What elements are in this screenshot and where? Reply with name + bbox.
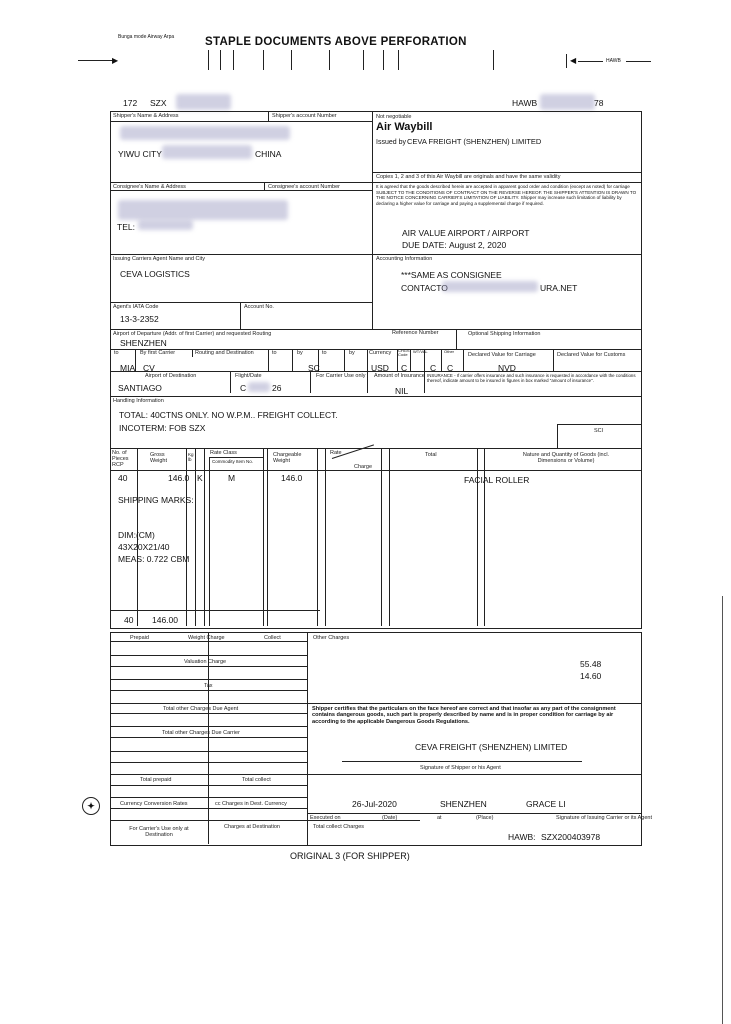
- arrow-left-icon: ◀: [570, 56, 577, 65]
- rate-class-header: Rate Class: [210, 450, 237, 456]
- tax-label: Tax: [204, 683, 213, 689]
- gross-weight: 146.0: [168, 473, 190, 483]
- routing-dest-label: Routing and Destination: [195, 350, 254, 356]
- total-collect-charges-label: Total collect Charges: [313, 824, 365, 830]
- shipper-country: CHINA: [255, 149, 282, 159]
- copies-note: Copies 1, 2 and 3 of this Air Waybill are originals and have the same validity: [376, 174, 561, 180]
- cc-dest-label: cc Charges in Dest. Currency: [215, 801, 287, 807]
- accounting-line2-tail: URA.NET: [540, 283, 578, 293]
- insurance-note: INSURANCE - If carrier offers insurance and such insurance is requested in accordance with the conditions thereof, indicate amount to be insured in figures in box marked "amount of insurance".: [427, 373, 636, 384]
- routing-to3-label: to: [322, 350, 327, 356]
- due-date-label: DUE DATE:: [402, 240, 447, 250]
- accounting-line1: ***SAME AS CONSIGNEE: [401, 270, 502, 280]
- place-label: (Place): [476, 815, 494, 821]
- charge-header: Charge: [354, 464, 373, 470]
- wtval-label: WT/VAL: [413, 349, 428, 354]
- original-copy-label: ORIGINAL 3 (FOR SHIPPER): [290, 851, 410, 861]
- shipper-city: YIWU CITY: [118, 149, 162, 159]
- chargeable-weight: 146.0: [281, 473, 303, 483]
- dim-line2: 43X20X21/40: [118, 542, 170, 552]
- routing-carrier-right: SC: [308, 363, 320, 373]
- total-gross: 146.00: [152, 615, 178, 625]
- gross-header: Gross Weight: [150, 452, 168, 464]
- flight-prefix: C: [240, 383, 247, 393]
- currency: USD: [371, 363, 389, 373]
- iata-label: Agent's IATA Code: [113, 304, 159, 310]
- charges-dest-label: Charges at Destination: [224, 824, 280, 830]
- pieces-header: No. of Pieces RCP: [112, 450, 129, 468]
- hawb-footer-number: SZX200403978: [541, 832, 601, 842]
- insurance-label: Amount of Insurance: [374, 373, 425, 379]
- conditions-text: It is agreed that the goods described herein are accepted in apparent good order and condition (except as noted) for carriage SUBJECT TO THE CONDITIONS OF CONTRACT ON THE REVERSE HEREOF. THE SHIPPER'S ATTENTION IS DRAWN TO THE NOTICE CONCERNING CARRIER'S LIMITATION OF LIABILITY. Shipper may increase such limitation of liability by declaring a higher value for carriage and paying a supplemental charge if required.: [376, 184, 637, 206]
- total-prepaid-label: Total prepaid: [140, 777, 172, 783]
- handling-label: Handling Information: [113, 398, 164, 404]
- flight-date: 26: [272, 383, 282, 393]
- routing-to1: MIA: [120, 363, 136, 373]
- air-waybill-title: Air Waybill: [376, 121, 433, 133]
- chargeable-header: Chargeable Weight: [273, 452, 302, 464]
- destination-airport: SANTIAGO: [118, 383, 162, 393]
- awb-prefix: 172: [123, 98, 138, 108]
- hawb-footer-label: HAWB:: [508, 832, 536, 842]
- consignee-tel-label: TEL:: [117, 222, 135, 232]
- prepaid-label: Prepaid: [130, 635, 149, 641]
- pieces: 40: [118, 473, 128, 483]
- other-label: Other: [444, 349, 455, 354]
- flight-label: Flight/Date: [235, 373, 262, 379]
- routing-to-label: to: [114, 350, 119, 356]
- commodity-header: Commodity Item No.: [212, 459, 254, 464]
- conversion-label: Currency Conversion Rates: [120, 801, 188, 807]
- other-charges-label: Other Charges: [313, 635, 350, 641]
- not-negotiable: Not negotiable: [376, 114, 412, 120]
- issued-by-label: Issued by: [376, 139, 406, 146]
- weight-charge-label: Weight Charge: [188, 635, 225, 641]
- sci-label: SCI: [594, 428, 604, 434]
- routing-carrier1: CV: [143, 363, 155, 373]
- collect-label: Collect: [264, 635, 281, 641]
- optional-info-label: Optional Shipping Information: [468, 331, 541, 337]
- routing-to2-label: to: [272, 350, 277, 356]
- agent-account-label: Account No.: [244, 304, 274, 310]
- hawb-arrow-label: HAWB: [606, 58, 621, 64]
- shipper-label: Shipper's Name & Address: [113, 113, 179, 119]
- service-level: AIR VALUE AIRPORT / AIRPORT: [402, 228, 530, 238]
- currency-label: Currency: [369, 350, 392, 356]
- total-collect-label: Total collect: [242, 777, 271, 783]
- awb-hawb-suffix: 78: [594, 98, 604, 108]
- other-code: C: [447, 363, 454, 373]
- execution-place: SHENZHEN: [440, 799, 487, 809]
- weight-unit: K: [197, 473, 203, 483]
- chgs-code: C: [401, 363, 408, 373]
- awb-origin-code: SZX: [150, 98, 167, 108]
- dest-label: Airport of Destination: [145, 373, 197, 379]
- issued-by: CEVA FREIGHT (SHENZHEN) LIMITED: [407, 137, 542, 146]
- wtval-code: C: [430, 363, 437, 373]
- dv-customs-label: Declared Value for Customs: [557, 352, 626, 358]
- header-small-note: Bunga mode Airway Arpa: [118, 34, 175, 40]
- at-label: at: [437, 815, 442, 821]
- carrier-use-label: For Carrier Use only: [316, 373, 366, 379]
- goods-nature: FACIAL ROLLER: [464, 475, 530, 485]
- insurance-amount: NIL: [395, 386, 409, 396]
- execution-date: 26-Jul-2020: [352, 799, 397, 809]
- staple-title: STAPLE DOCUMENTS ABOVE PERFORATION: [205, 36, 467, 48]
- consignee-account-label: Consignee's account Number: [268, 184, 340, 190]
- iata-code: 13-3-2352: [120, 314, 159, 324]
- other-carrier-label: Total other Charges Due Carrier: [162, 730, 240, 736]
- kg-header: Kg lb: [188, 452, 194, 462]
- due-date: August 2, 2020: [449, 240, 507, 250]
- rate-class: M: [228, 473, 236, 483]
- rate-header: Rate: [330, 450, 342, 456]
- iata-seal-icon: ✦: [82, 797, 100, 815]
- executed-label: Executed on: [310, 815, 341, 821]
- dim-line3: MEAS: 0.722 CBM: [118, 554, 190, 564]
- first-carrier-label: By first Carrier: [140, 350, 176, 356]
- routing-by-label: by: [297, 350, 303, 356]
- accounting-label: Accounting Information: [376, 256, 433, 262]
- agent-name: CEVA LOGISTICS: [120, 269, 190, 279]
- departure-label: Airport of Departure (Addr. of first Carrier) and requested Routing: [113, 331, 272, 337]
- shipper-signature-label: Signature of Shipper or his Agent: [420, 765, 501, 771]
- awb-hawb-label: HAWB: [512, 98, 538, 108]
- total-pieces: 40: [124, 615, 134, 625]
- signer-name: GRACE LI: [526, 799, 566, 809]
- accounting-line2: CONTACTO: [401, 283, 448, 293]
- departure-airport: SHENZHEN: [120, 338, 167, 348]
- handling-line2: INCOTERM: FOB SZX: [119, 423, 206, 433]
- reference-label: Reference Number: [392, 330, 439, 336]
- arrow-right-icon: ▶: [112, 56, 119, 65]
- shipper-account-label: Shipper's account Number: [272, 113, 337, 119]
- other-charge-2: 14.60: [580, 671, 602, 681]
- date-label: (Date): [382, 815, 398, 821]
- carrier-dest-label: For Carrier's Use only at Destination: [129, 826, 189, 838]
- handling-line1: TOTAL: 40CTNS ONLY. NO W.P.M.. FREIGHT COLLECT.: [119, 410, 338, 420]
- dv-carriage-label: Declared Value for Carriage: [468, 352, 536, 358]
- other-agent-label: Total other Charges Due Agent: [163, 706, 239, 712]
- valuation-label: Valuation Charge: [184, 659, 227, 665]
- dim-line1: DIM:(CM): [118, 530, 155, 540]
- total-header: Total: [425, 452, 437, 458]
- certification-text: Shipper certifies that the particulars on the face hereof are correct and that insofar as any part of the consignment contains dangerous goods, such part is properly described by name and is in proper condition for carriage by air according to the applicable Dangerous Goods Regulations.: [312, 706, 616, 725]
- dv-carriage: NVD: [498, 363, 516, 373]
- shipping-marks-label: SHIPPING MARKS:: [118, 495, 194, 505]
- nature-header: Nature and Quantity of Goods (incl. Dimensions or Volume): [522, 452, 610, 464]
- consignee-label: Consignee's Name & Address: [113, 184, 186, 190]
- routing-by2-label: by: [349, 350, 355, 356]
- certification-company: CEVA FREIGHT (SHENZHEN) LIMITED: [415, 742, 568, 752]
- other-charge-1: 55.48: [580, 659, 602, 669]
- agent-label: Issuing Carriers Agent Name and City: [113, 256, 206, 262]
- chgs-label: CHGS Code: [398, 348, 410, 357]
- issuing-signature-label: Signature of Issuing Carrier or its Agent: [556, 815, 652, 821]
